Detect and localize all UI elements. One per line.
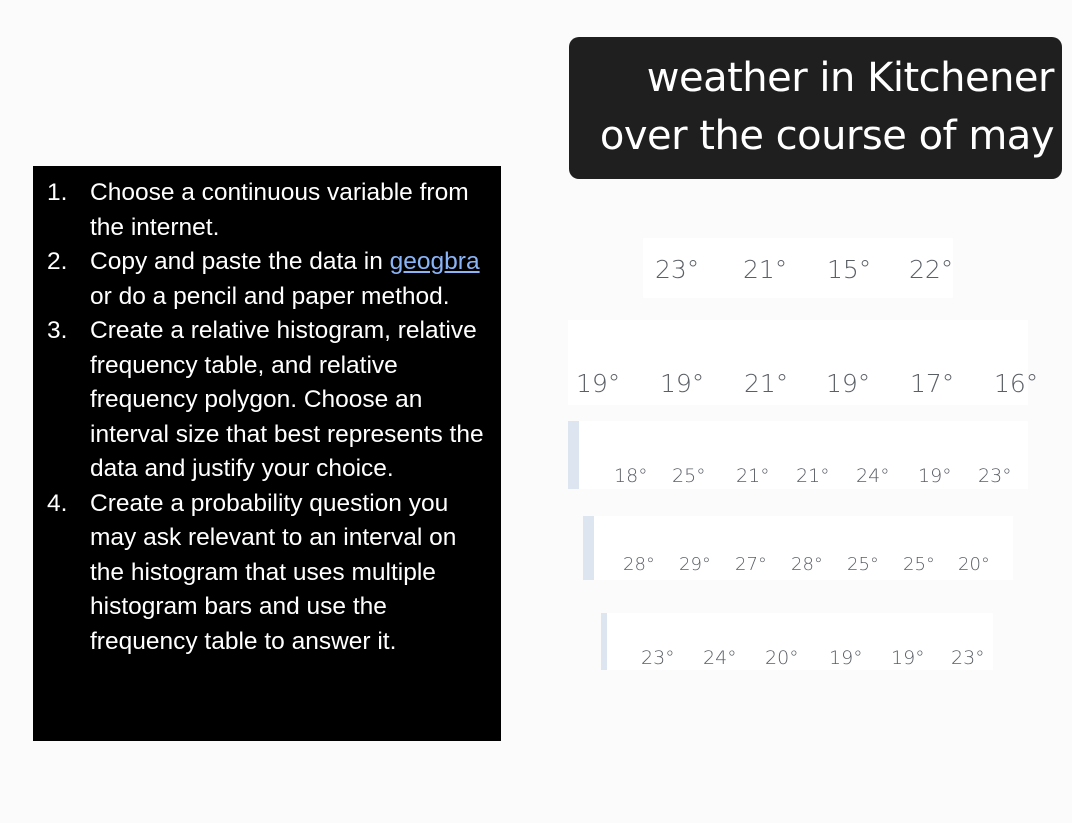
strip-accent-bar	[583, 516, 594, 580]
temperature: 21°	[744, 369, 789, 398]
title-line-1: weather in Kitchener	[646, 55, 1054, 101]
instruction-number: 4.	[47, 489, 68, 517]
temperature: 23°	[641, 647, 675, 669]
instructions-panel	[33, 166, 501, 741]
instruction-number: 3.	[47, 317, 68, 344]
weather-strip-5	[601, 613, 993, 670]
instruction-item-3	[43, 314, 493, 487]
temperature: 19°	[891, 647, 925, 669]
instructions-list	[43, 176, 493, 659]
temperature: 22°	[909, 255, 954, 284]
temperature: 23°	[655, 255, 700, 284]
weather-strip-1	[643, 238, 953, 298]
instruction-item-2	[43, 245, 493, 314]
instruction-text: Create a relative histogram, relative frequency table, and relative frequency polygon. Choose an interval size that best represents the data and justify your choice.	[90, 317, 484, 482]
title-banner	[569, 37, 1062, 179]
temperature: 24°	[703, 647, 737, 669]
temperature: 21°	[796, 465, 830, 487]
instruction-text-prefix: Copy and paste the data in	[90, 248, 390, 275]
instruction-text-suffix: or do a pencil and paper method.	[90, 282, 450, 310]
temperature: 25°	[672, 465, 706, 487]
weather-strip-3	[568, 421, 1028, 489]
instruction-item-1	[43, 176, 493, 245]
instruction-text: Choose a continuous variable from the internet.	[90, 179, 469, 241]
temperature: 28°	[791, 554, 823, 575]
temperature: 19°	[918, 465, 952, 487]
strip-accent-bar	[568, 421, 579, 489]
temperature: 23°	[978, 465, 1012, 487]
temperature: 21°	[736, 465, 770, 487]
instruction-text: Create a probability question you may ask relevant to an interval on the histogram that uses multiple histogram bars and use the frequency table to answer it.	[90, 489, 457, 655]
weather-strip-4	[583, 516, 1013, 580]
temperature: 25°	[903, 554, 935, 575]
temperature: 19°	[660, 369, 705, 398]
temperature: 29°	[679, 554, 711, 575]
instruction-number: 1.	[47, 179, 68, 206]
instruction-number: 2.	[47, 248, 68, 275]
temperature: 18°	[614, 465, 648, 487]
temperature: 15°	[827, 255, 872, 284]
temperature: 19°	[829, 647, 863, 669]
title-line-2: over the course of may	[599, 113, 1054, 159]
weather-strip-2	[568, 320, 1039, 405]
temperature: 20°	[958, 554, 990, 575]
temperature: 23°	[951, 647, 985, 669]
temperature: 19°	[826, 369, 871, 398]
temperature: 19°	[576, 369, 621, 398]
temperature: 27°	[735, 554, 767, 575]
temperature: 24°	[856, 465, 890, 487]
temperature: 17°	[910, 369, 955, 398]
temperature: 25°	[847, 554, 879, 575]
geogbra-link[interactable]: geogbra	[389, 248, 480, 275]
instruction-item-4	[43, 487, 493, 660]
temperature: 20°	[765, 647, 799, 669]
temperature: 28°	[623, 554, 655, 575]
temperature: 16°	[994, 369, 1039, 398]
temperature: 21°	[743, 255, 788, 284]
strip-accent-bar	[601, 613, 607, 670]
